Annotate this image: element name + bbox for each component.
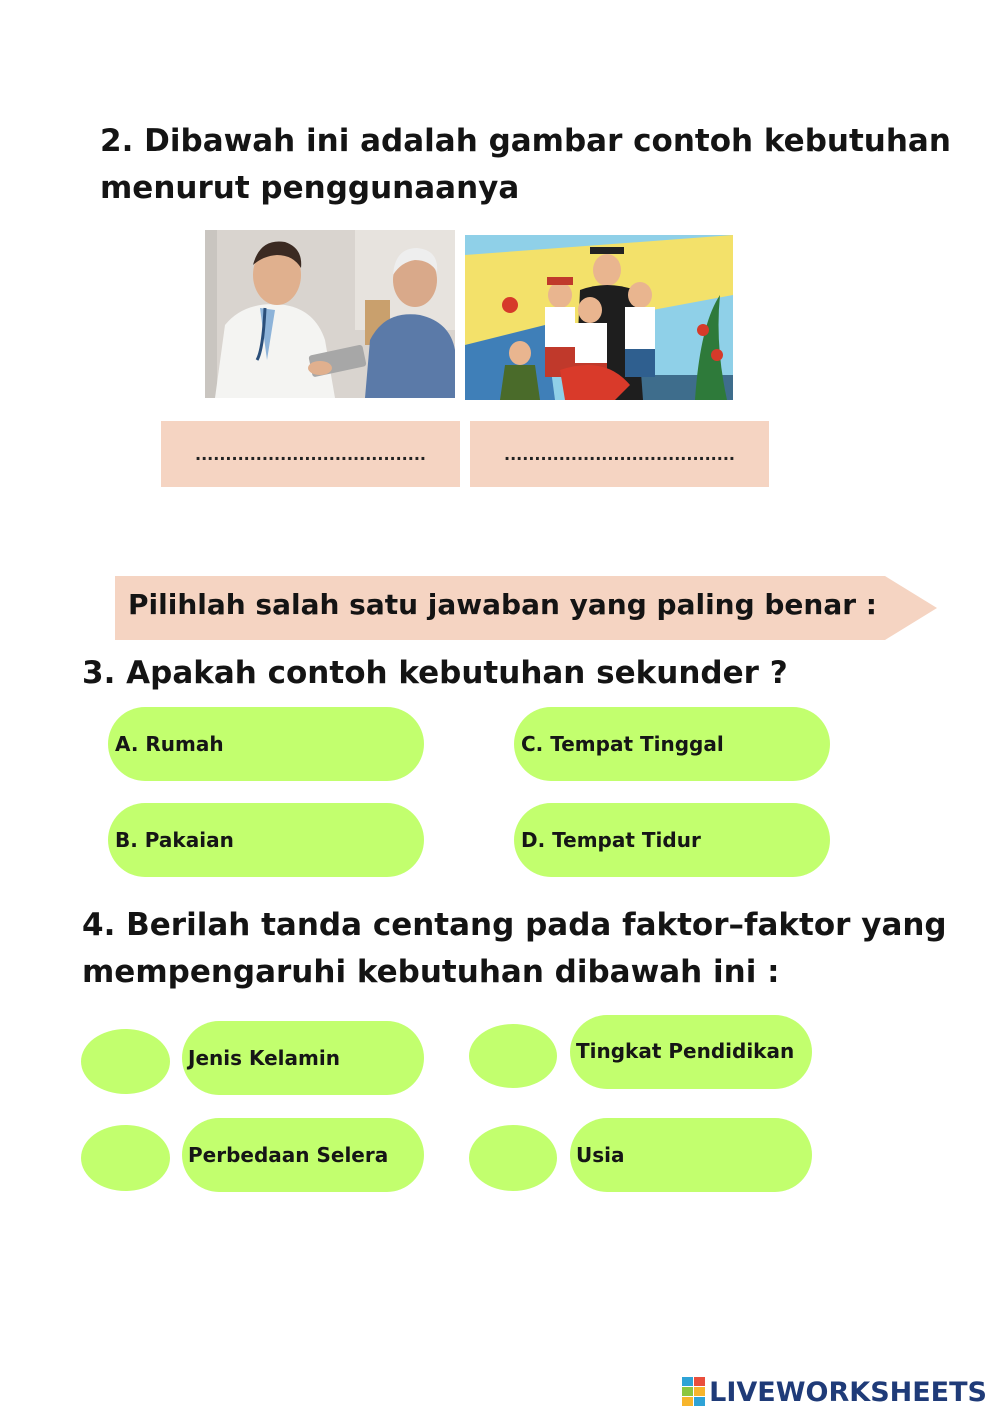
- answer-box-2-value: ......................................: [504, 444, 735, 464]
- factor-perbedaan-selera: [182, 1118, 424, 1192]
- option-d[interactable]: [514, 803, 830, 877]
- logo-text: LIVEWORKSHEETS: [709, 1376, 987, 1408]
- checkbox-perbedaan-selera[interactable]: [81, 1125, 170, 1191]
- option-d-label: D. Tempat Tidur: [521, 828, 701, 852]
- factor-perbedaan-selera-label: Perbedaan Selera: [188, 1143, 389, 1167]
- students-graduation-illustration: [465, 235, 733, 400]
- option-a[interactable]: [108, 707, 424, 781]
- liveworksheets-logo[interactable]: [682, 1374, 987, 1410]
- option-b[interactable]: [108, 803, 424, 877]
- option-c[interactable]: [514, 707, 830, 781]
- factor-jenis-kelamin: [182, 1021, 424, 1095]
- question-2-title-line1: 2. Dibawah ini adalah gambar contoh kebutuhan: [100, 123, 951, 159]
- checkbox-usia[interactable]: [469, 1125, 557, 1191]
- answer-box-1-value: ......................................: [195, 444, 426, 464]
- question-2-title: [100, 118, 951, 212]
- factor-tingkat-pendidikan: [570, 1015, 812, 1089]
- factor-jenis-kelamin-label: Jenis Kelamin: [188, 1046, 340, 1070]
- question-4-title: [82, 902, 947, 996]
- option-c-label: C. Tempat Tinggal: [521, 732, 724, 756]
- answer-box-1[interactable]: [161, 421, 460, 487]
- option-b-label: B. Pakaian: [115, 828, 234, 852]
- question-4-title-line2: mempengaruhi kebutuhan dibawah ini :: [82, 954, 780, 990]
- question-3-title: 3. Apakah contoh kebutuhan sekunder ?: [82, 655, 788, 691]
- checkbox-tingkat-pendidikan[interactable]: [469, 1024, 557, 1088]
- question-4-title-line1: 4. Berilah tanda centang pada faktor–faktor yang: [82, 907, 947, 943]
- instruction-banner: [115, 576, 937, 640]
- liveworksheets-blocks-icon: [682, 1377, 706, 1407]
- factor-usia: [570, 1118, 812, 1192]
- checkbox-jenis-kelamin[interactable]: [81, 1029, 170, 1094]
- doctor-patient-photo: [205, 230, 455, 398]
- factor-tingkat-pendidikan-label: Tingkat Pendidikan: [576, 1039, 795, 1063]
- factor-usia-label: Usia: [576, 1143, 625, 1167]
- option-a-label: A. Rumah: [115, 732, 224, 756]
- question-2-title-line2: menurut penggunaanya: [100, 170, 520, 206]
- instruction-text: Pilihlah salah satu jawaban yang paling benar :: [128, 588, 877, 621]
- answer-box-2[interactable]: [470, 421, 769, 487]
